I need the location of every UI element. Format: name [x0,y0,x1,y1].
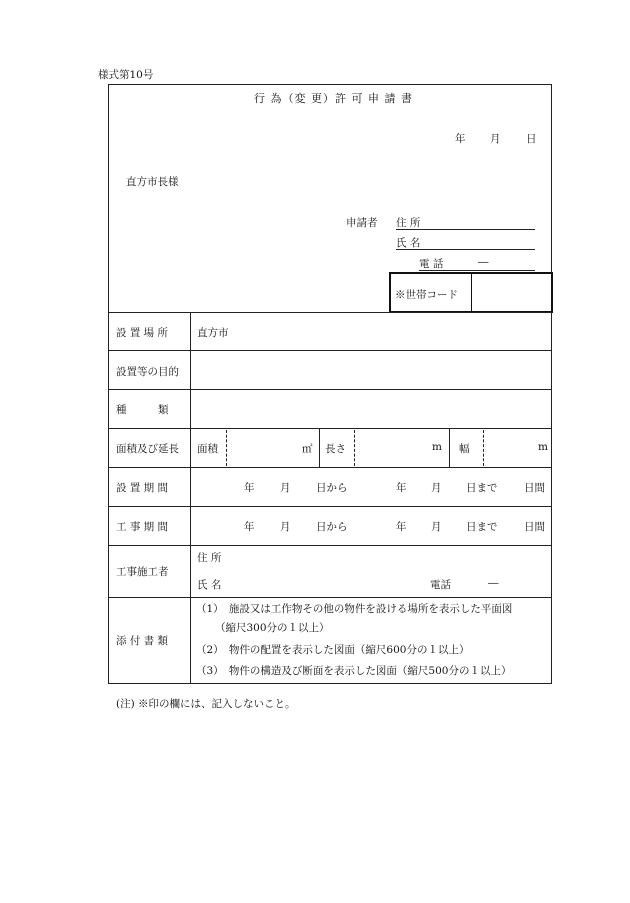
date-day-label: 日 [526,133,537,145]
applicant-phone-dash: ― [478,256,489,268]
purpose-label: 設置等の目的 [116,366,179,378]
length-dash-divider [354,430,355,466]
location-label: 設 置 場 所 [116,327,169,339]
area-row-label: 面積及び延長 [116,443,179,455]
addressee: 直方市長様 [126,176,179,188]
form-number: 様式第10号 [98,69,154,81]
contractor-phone-dash: ― [488,577,499,589]
install-to-day: 日まで [466,482,498,494]
date-year-label: 年 [455,133,466,145]
location-value[interactable]: 直方市 [197,327,229,339]
form-title: 行 為（変 更）許 可 申 請 書 [254,92,413,105]
row-divider [108,597,552,598]
attachment-item: （3） 物件の構造及び断面を表示した図面（縮尺500分の１以上） [196,665,512,677]
contractor-label: 工事施工者 [116,566,169,578]
width-label: 幅 [459,443,470,455]
width-unit: m [538,441,548,453]
row-divider [108,428,552,429]
install-to-month: 月 [431,482,442,494]
work-to-month: 月 [431,521,442,533]
install-days: 日間 [524,482,545,494]
applicant-label: 申請者 [346,217,378,229]
row-divider [108,350,552,351]
width-dash-divider [483,430,484,466]
applicant-phone-field[interactable] [419,270,535,271]
applicant-phone-label: 電 話 [419,258,444,270]
work-to-day: 日まで [466,521,498,533]
household-code-label: ※世帯コード [395,289,458,301]
row-divider [108,506,552,507]
install-from-year: 年 [244,482,255,494]
length-unit: m [432,441,442,453]
install-period-label: 設 置 期 間 [116,482,169,494]
attachment-item: （縮尺300分の１以上） [215,622,330,634]
kind-label: 種 類 [116,404,169,416]
area-unit: ㎡ [302,443,313,455]
applicant-name-field[interactable] [396,249,535,250]
install-to-year: 年 [396,482,407,494]
purpose-field[interactable] [192,352,550,387]
label-column-divider [190,312,191,684]
applicant-address-label: 住 所 [396,217,421,229]
row-divider [108,545,552,546]
work-from-year: 年 [244,521,255,533]
date-month-label: 月 [490,133,501,145]
contractor-address-label: 住 所 [197,552,222,564]
work-from-month: 月 [280,521,291,533]
attachment-item: （1） 施設又は工作物その他の物件を設ける場所を表示した平面図 [196,603,513,615]
work-days: 日間 [524,521,545,533]
contractor-name-label: 氏 名 [197,579,222,591]
area-label: 面積 [197,443,218,455]
kind-field[interactable] [192,391,550,426]
work-period-label: 工 事 期 間 [116,521,169,533]
work-to-year: 年 [396,521,407,533]
household-code-divider [471,274,472,311]
attachment-item: （2） 物件の配置を表示した図面（縮尺600分の１以上） [196,644,470,656]
applicant-name-label: 氏 名 [396,237,421,249]
area-dash-divider [226,430,227,466]
row-divider [108,312,552,313]
work-from-day: 日から [316,521,348,533]
install-from-day: 日から [316,482,348,494]
cell-divider [449,428,450,467]
footnote: (注) ※印の欄には、記入しないこと。 [116,698,296,710]
applicant-address-field[interactable] [396,229,535,230]
row-divider [108,467,552,468]
row-divider [108,389,552,390]
length-label: 長さ [325,443,346,455]
attachments-label: 添 付 書 類 [116,635,169,647]
cell-divider [319,428,320,467]
install-from-month: 月 [280,482,291,494]
contractor-phone-label: 電話 [430,579,451,591]
